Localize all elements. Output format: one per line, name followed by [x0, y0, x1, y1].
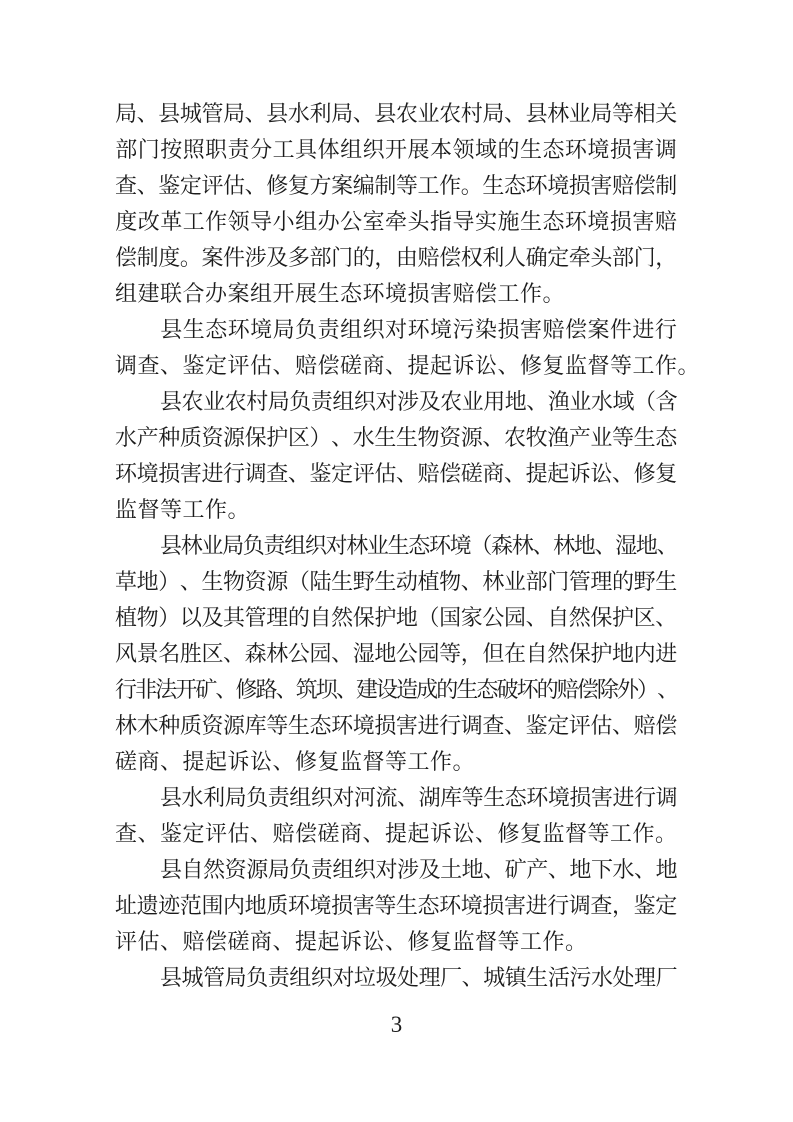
text-line: 县 自 然 资 源 局 负 责 组 织 对 涉 及 土 地 、 矿 产 、 地 下 水 、 地 — [160, 857, 678, 882]
text-line: 评估、赔偿磋商、提起诉讼、修复监督等工作。 — [115, 929, 588, 954]
text-line: 行 非 法 开 矿 、 修 路 、 筑 坝 、 建 设 造 成 的 生 态 破 坏 的 赔 偿 除 外 ） 、 — [115, 677, 680, 702]
body-text — [115, 96, 701, 996]
text-line: 县 城 管 局 负 责 组 织 对 垃 圾 处 理 厂 、 城 镇 生 活 污 水 处 理 厂 — [160, 965, 678, 990]
text-line: 水 产 种 质 资 源 保 护 区 ） 、 水 生 生 物 资 源 、 农 牧 渔 产 业 等 生 态 — [115, 425, 678, 450]
text-line: 址 遗 迹 范 围 内 地 质 环 境 损 害 等 生 态 环 境 损 害 进 行 调 查 ， 鉴 定 — [115, 893, 678, 918]
text-line: 偿 制 度 。 案 件 涉 及 多 部 门 的 ， 由 赔 偿 权 利 人 确 定 牵 头 部 门 ， — [115, 245, 678, 270]
text-line: 监督等工作。 — [115, 497, 251, 522]
text-line: 磋商、提起诉讼、修复监督等工作。 — [115, 749, 476, 774]
text-line: 县 农 业 农 村 局 负 责 组 织 对 涉 及 农 业 用 地 、 渔 业 水 域 （ 含 — [160, 389, 678, 414]
text-line: 风 景 名 胜 区 、 森 林 公 园 、 湿 地 公 园 等 ， 但 在 自 然 保 护 地 内 进 — [115, 641, 678, 666]
text-line: 查 、 鉴 定 评 估 、 修 复 方 案 编 制 等 工 作 。 生 态 环 境 损 害 赔 偿 制 — [115, 173, 678, 198]
text-line: 环 境 损 害 进 行 调 查 、 鉴 定 评 估 、 赔 偿 磋 商 、 提 起 诉 讼 、 修 复 — [115, 461, 678, 486]
text-line: 草 地 ） 、 生 物 资 源 （ 陆 生 野 生 动 植 物 、 林 业 部 门 管 理 的 野 生 — [115, 569, 678, 594]
text-line: 县 水 利 局 负 责 组 织 对 河 流 、 湖 库 等 生 态 环 境 损 害 进 行 调 — [160, 785, 678, 810]
text-line: 组建联合办案组开展生态环境损害赔偿工作。 — [115, 281, 566, 306]
text-line: 林 木 种 质 资 源 库 等 生 态 环 境 损 害 进 行 调 查 、 鉴 定 评 估 、 赔 偿 — [115, 713, 678, 738]
text-line: 局 、 县 城 管 局 、 县 水 利 局 、 县 农 业 农 村 局 、 县 林 业 局 等 相 关 — [115, 101, 678, 126]
text-line: 查、鉴定评估、赔偿磋商、提起诉讼、修复监督等工作。 — [115, 821, 678, 846]
text-line: 部 门 按 照 职 责 分 工 具 体 组 织 开 展 本 领 域 的 生 态 环 境 损 害 调 — [115, 137, 677, 162]
text-line: 县 林 业 局 负 责 组 织 对 林 业 生 态 环 境 （ 森 林 、 林 地 、 湿 地 、 — [160, 533, 679, 558]
text-line: 度 改 革 工 作 领 导 小 组 办 公 室 牵 头 指 导 实 施 生 态 环 境 损 害 赔 — [115, 209, 677, 234]
page-number: 3 — [390, 1012, 403, 1037]
text-line: 县 生 态 环 境 局 负 责 组 织 对 环 境 污 染 损 害 赔 偿 案 件 进 行 — [160, 317, 677, 342]
text-line: 植 物 ） 以 及 其 管 理 的 自 然 保 护 地 （ 国 家 公 园 、 自 然 保 护 区 、 — [115, 605, 678, 630]
text-line: 调查、鉴定评估、赔偿磋商、提起诉讼、修复监督等工作。 — [115, 353, 701, 378]
